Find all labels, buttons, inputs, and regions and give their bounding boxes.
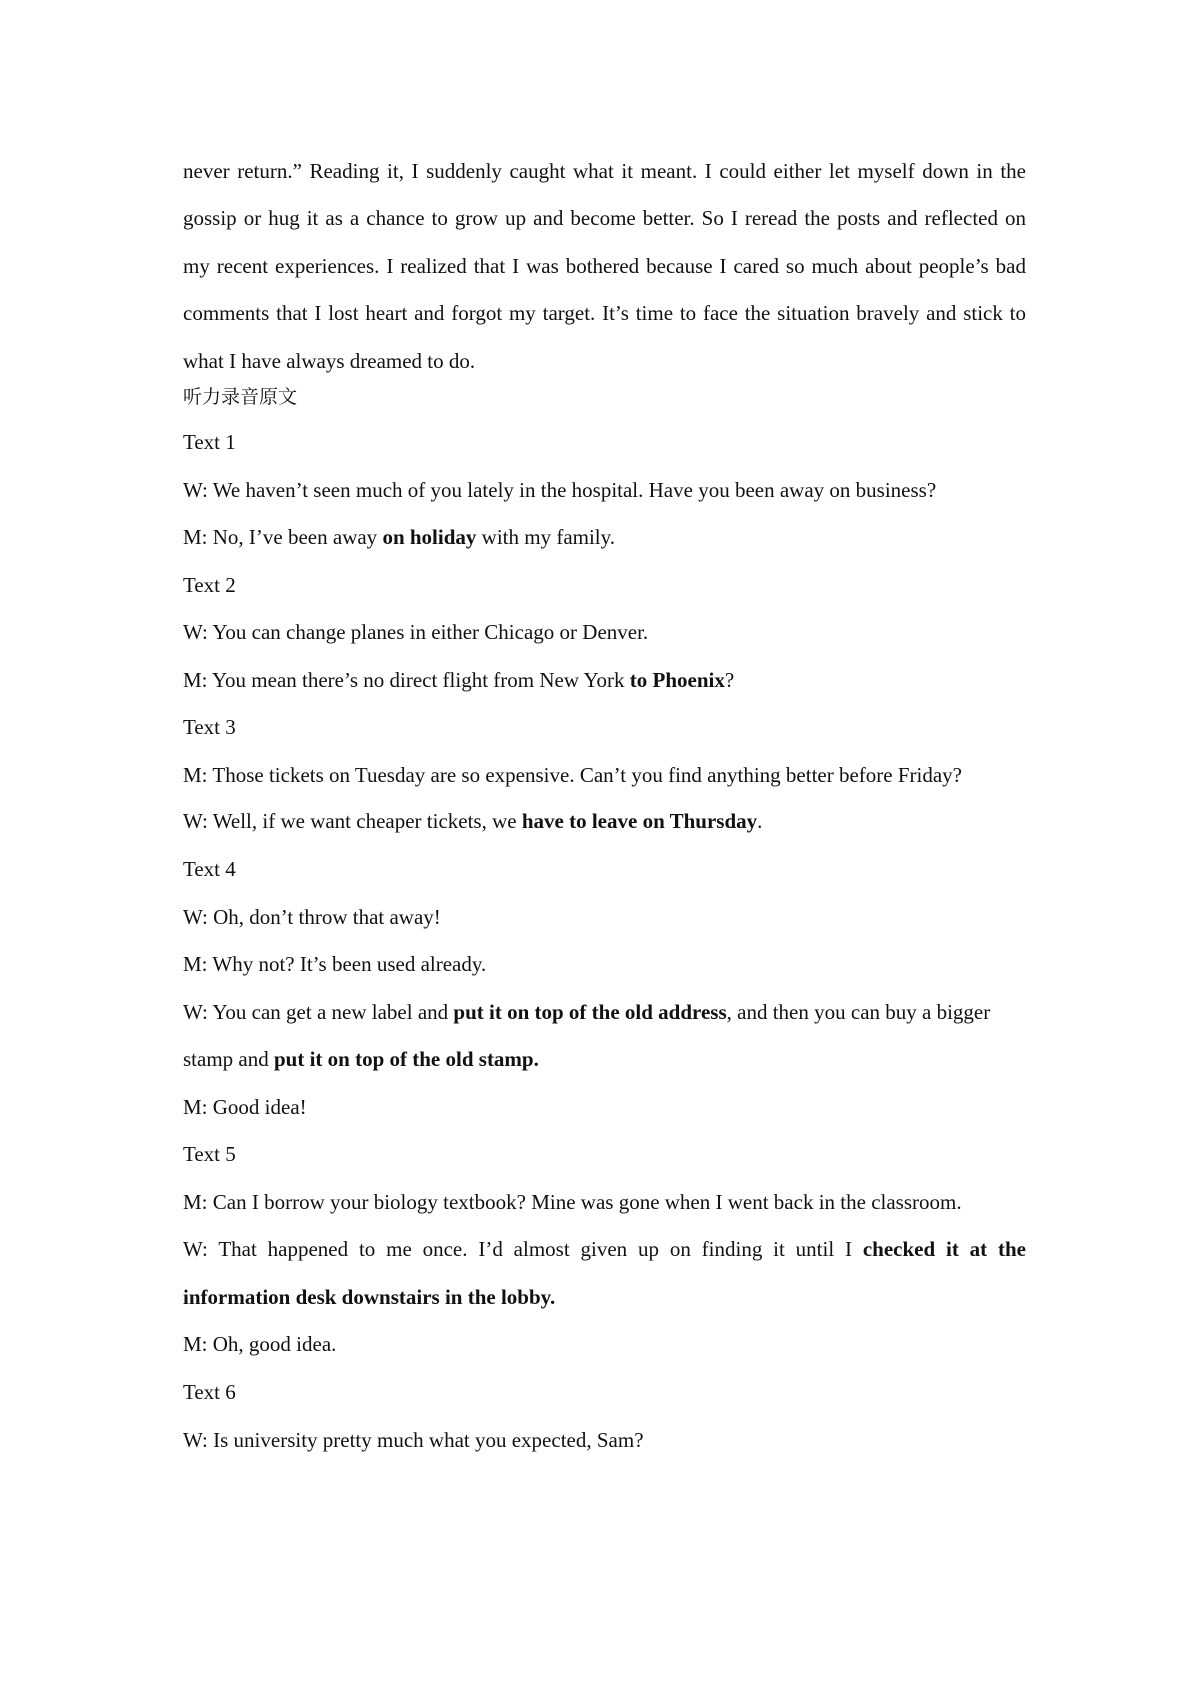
dialogue-line	[183, 808, 1026, 834]
text-title: Text 1	[183, 430, 236, 454]
dialogue-line: M: Why not? It’s been used already.	[183, 952, 487, 976]
answer-bold: to Phoenix	[629, 668, 725, 692]
dialogue-line	[183, 667, 1026, 693]
text: .	[757, 809, 763, 833]
text-title: Text 4	[183, 857, 236, 881]
dialogue-line: M: Good idea!	[183, 1095, 307, 1119]
text: , and then you can buy a bigger	[726, 1000, 991, 1024]
text-title: Text 3	[183, 715, 236, 739]
text: ?	[724, 668, 735, 692]
section-heading: 听力录音原文	[183, 386, 298, 408]
text: W: You can get a new label and	[183, 1000, 454, 1024]
dialogue-line: M: Oh, good idea.	[183, 1332, 337, 1356]
answer-bold: have to leave on Thursday	[521, 809, 758, 833]
answer-bold: put it on top of the old address	[453, 1000, 727, 1024]
dialogue-line: W: We haven’t seen much of you lately in the hospital. Have you been away on business?	[183, 478, 937, 502]
answer-bold-line: information desk downstairs in the lobby.	[183, 1285, 556, 1309]
paragraph-line: what I have always dreamed to do.	[183, 349, 476, 373]
paragraph-line: comments that I lost heart and forgot my target. It’s time to face the situation bravely and stick to	[183, 301, 1026, 325]
text: M: You mean there’s no direct flight from New York	[183, 668, 630, 692]
text: stamp and	[183, 1047, 274, 1071]
dialogue-line: W: Is university pretty much what you expected, Sam?	[183, 1428, 644, 1452]
dialogue-line: M: Can I borrow your biology textbook? Mine was gone when I went back in the classroom.	[183, 1190, 962, 1214]
paragraph-line: never return.” Reading it, I suddenly caught what it meant. I could either let myself down in the	[183, 159, 1026, 183]
text: W: That happened to me once. I’d almost given up on finding it until I	[183, 1237, 863, 1261]
dialogue-line	[183, 999, 1026, 1025]
paragraph-line: gossip or hug it as a chance to grow up and become better. So I reread the posts and reflected on	[183, 206, 1026, 230]
dialogue-line	[183, 1046, 1026, 1072]
dialogue-line: M: Those tickets on Tuesday are so expensive. Can’t you find anything better before Friday?	[183, 763, 962, 787]
dialogue-line	[183, 524, 1026, 550]
dialogue-line: W: You can change planes in either Chicago or Denver.	[183, 620, 649, 644]
answer-bold: checked it at the	[862, 1237, 1026, 1261]
dialogue-line: W: Oh, don’t throw that away!	[183, 905, 441, 929]
answer-bold: put it on top of the old stamp.	[273, 1047, 539, 1071]
text: W: Well, if we want cheaper tickets, we	[183, 809, 522, 833]
text: with my family.	[476, 525, 616, 549]
text-title: Text 2	[183, 573, 236, 597]
paragraph-line: my recent experiences. I realized that I was bothered because I cared so much about people’s bad	[183, 254, 1026, 278]
answer-bold: on holiday	[382, 525, 477, 549]
text-title: Text 5	[183, 1142, 236, 1166]
text: M: No, I’ve been away	[183, 525, 383, 549]
text-title: Text 6	[183, 1380, 236, 1404]
dialogue-line	[183, 1236, 1026, 1262]
